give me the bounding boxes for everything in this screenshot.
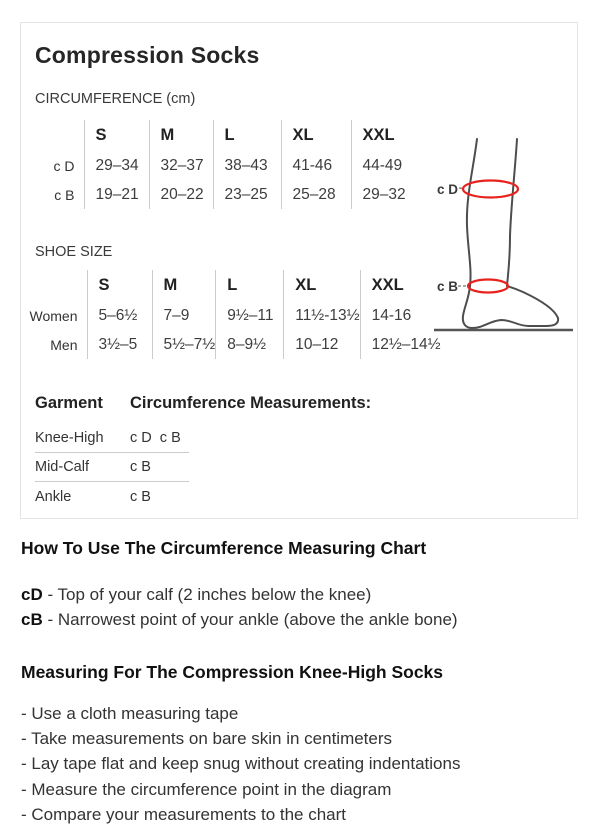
shin-front-line [507,139,517,286]
shoe-size-section-label: SHOE SIZE [35,244,113,260]
definition-line [21,582,578,607]
row-label: c D [53,157,75,174]
cell: 23–25 [213,180,281,209]
table-row [35,424,189,453]
table-row [35,151,435,180]
cell: 29–34 [84,151,149,180]
cell: 14-16 [360,301,450,330]
garment-name: Ankle [35,488,72,505]
page-title: Compression Socks [35,42,260,68]
ankle-circumference-marker [468,280,508,293]
circumference-table [35,120,435,209]
garment-rows [35,424,189,511]
cell: 9½–11 [216,301,284,330]
definitions [21,582,578,632]
garment-col-header: Garment [35,394,103,412]
calf-circumference-marker [463,181,518,198]
cell: 32–37 [149,151,213,180]
col-header: L [216,270,284,301]
garment-name: Knee-High [35,430,104,446]
table-row [25,330,450,359]
garment-measurements: c B [130,488,151,505]
list-item: - Take measurements on bare skin in centimeters [21,729,393,749]
cell: 5–6½ [87,301,152,330]
col-header: XL [281,120,351,151]
col-header: M [152,270,216,301]
table-row [35,180,435,209]
table-row [35,453,189,482]
measurements-col-header: Circumference Measurements: [130,394,372,412]
row-label: c B [54,186,75,203]
cell: 44-49 [351,151,435,180]
cell: 12½–14½ [360,330,450,359]
leg-diagram [426,136,578,338]
cell: 41-46 [281,151,351,180]
cell: 29–32 [351,180,435,209]
list-item: - Compare your measurements to the chart [21,804,347,824]
cell: 20–22 [149,180,213,209]
col-header: S [87,270,152,301]
table-row [35,482,189,511]
definition-term: cD [21,585,43,604]
list-item: - Measure the circumference point in the diagram [21,779,392,799]
cell: 7–9 [152,301,216,330]
measuring-steps [21,701,578,827]
shoe-size-table [25,270,450,359]
shoe-size-header-row [25,270,450,301]
measuring-heading: Measuring For The Compression Knee-High Socks [21,662,444,682]
garment-header-row [35,394,455,416]
empty-corner-cell [25,270,87,301]
empty-corner-cell [35,120,84,151]
definition-term: cB [21,610,43,629]
col-header: XL [284,270,360,301]
col-header: M [149,120,213,151]
cell: 19–21 [84,180,149,209]
row-label: Men [50,336,78,353]
cell: 38–43 [213,151,281,180]
garment-section [35,394,455,511]
ankle-label: c B [437,279,459,294]
list-item: - Use a cloth measuring tape [21,704,239,723]
howto-heading: How To Use The Circumference Measuring Chart [21,538,427,558]
cell: 3½–5 [87,330,152,359]
garment-measurements: c B [130,459,151,475]
garment-measurements: c D c B [130,430,181,446]
col-header: XXL [351,120,435,151]
definition-text: - Narrowest point of your ankle (above the ankle bone) [47,610,458,629]
circumference-header-row [35,120,435,151]
col-header: XXL [360,270,450,301]
table-row [25,301,450,330]
list-item: - Lay tape flat and keep snug without creating indentations [21,754,461,774]
cell: 11½-13½ [284,301,360,330]
calf-label: c D [437,182,459,197]
definition-line [21,607,578,632]
circumference-section-label: CIRCUMFERENCE (cm) [35,91,196,107]
col-header: S [84,120,149,151]
row-label: Women [29,307,78,324]
garment-name: Mid-Calf [35,459,89,475]
cell: 8–9½ [216,330,284,359]
sizing-chart-card [20,22,578,519]
definition-text: - Top of your calf (2 inches below the knee) [47,585,372,604]
instructions [21,537,578,827]
cell: 10–12 [284,330,360,359]
cell: 25–28 [281,180,351,209]
cell: 5½–7½ [152,330,216,359]
col-header: L [213,120,281,151]
